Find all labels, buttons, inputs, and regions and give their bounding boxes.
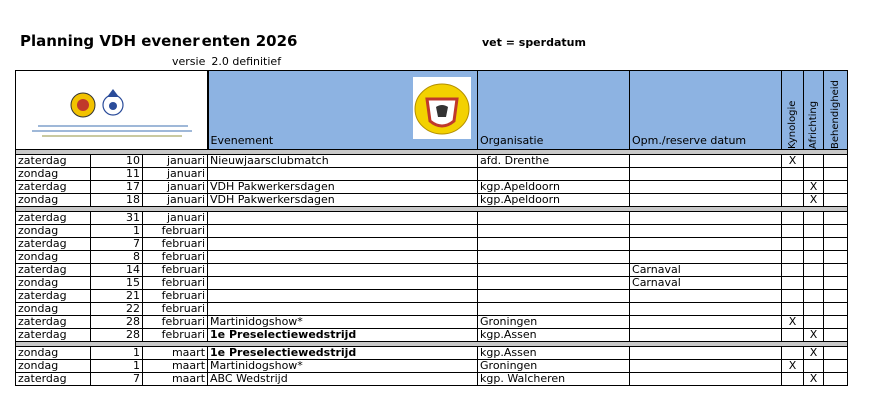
cell-opm <box>630 212 782 225</box>
cell-event: Nieuwjaarsclubmatch <box>208 155 478 168</box>
cell-org: kgp.Apeldoorn <box>478 181 630 194</box>
cell-date: 17 <box>91 181 143 194</box>
cell-date: 1 <box>91 347 143 360</box>
table-row <box>16 347 848 360</box>
cell-opm <box>630 303 782 316</box>
cell-k <box>782 225 804 238</box>
cell-k <box>782 303 804 316</box>
cell-opm <box>630 181 782 194</box>
cell-day: zaterdag <box>16 290 91 303</box>
cell-day: zondag <box>16 277 91 290</box>
cell-b <box>824 373 848 386</box>
col-organisatie: Organisatie <box>478 71 630 150</box>
cell-event: 1e Preselectiewedstrijd <box>208 347 478 360</box>
col-opm: Opm./reserve datum <box>630 71 782 150</box>
table-row <box>16 181 848 194</box>
vdh-logo-banner <box>16 71 208 150</box>
cell-org <box>478 225 630 238</box>
title-part-2: enten 2026 <box>201 32 298 50</box>
cell-org: Groningen <box>478 316 630 329</box>
cell-b <box>824 181 848 194</box>
cell-a <box>804 155 824 168</box>
header-row <box>16 71 848 150</box>
cell-day: zaterdag <box>16 329 91 342</box>
cell-day: zaterdag <box>16 373 91 386</box>
table-row <box>16 329 848 342</box>
cell-day: zondag <box>16 347 91 360</box>
cell-org <box>478 277 630 290</box>
cell-k <box>782 290 804 303</box>
table-row <box>16 238 848 251</box>
cell-a: X <box>804 181 824 194</box>
cell-day: zaterdag <box>16 212 91 225</box>
cell-k <box>782 329 804 342</box>
cell-month: januari <box>143 194 208 207</box>
planning-table <box>15 70 848 386</box>
table-row <box>16 264 848 277</box>
cell-a <box>804 168 824 181</box>
cell-org <box>478 290 630 303</box>
cell-b <box>824 212 848 225</box>
cell-date: 28 <box>91 316 143 329</box>
cell-org: kgp.Assen <box>478 347 630 360</box>
cell-b <box>824 303 848 316</box>
cell-opm <box>630 290 782 303</box>
cell-k: X <box>782 155 804 168</box>
cell-b <box>824 347 848 360</box>
cell-a <box>804 277 824 290</box>
table-row <box>16 194 848 207</box>
cell-month: januari <box>143 168 208 181</box>
cell-event: ABC Wedstrijd <box>208 373 478 386</box>
col-evenement <box>208 71 478 150</box>
table-row <box>16 290 848 303</box>
cell-k <box>782 373 804 386</box>
cell-date: 28 <box>91 329 143 342</box>
cell-month: februari <box>143 251 208 264</box>
cell-month: februari <box>143 329 208 342</box>
cell-b <box>824 264 848 277</box>
cell-month: februari <box>143 290 208 303</box>
col-africhting <box>804 71 824 150</box>
cell-day: zaterdag <box>16 181 91 194</box>
cell-day: zaterdag <box>16 316 91 329</box>
cell-day: zondag <box>16 225 91 238</box>
cell-date: 11 <box>91 168 143 181</box>
cell-org <box>478 168 630 181</box>
cell-month: februari <box>143 225 208 238</box>
table-row <box>16 225 848 238</box>
cell-a <box>804 238 824 251</box>
cell-k <box>782 347 804 360</box>
cell-b <box>824 168 848 181</box>
cell-b <box>824 316 848 329</box>
cell-day: zondag <box>16 251 91 264</box>
cell-b <box>824 290 848 303</box>
table-row <box>16 277 848 290</box>
cell-month: februari <box>143 277 208 290</box>
cell-k <box>782 194 804 207</box>
col-africhting-label: Africhting <box>807 100 819 149</box>
cell-a: X <box>804 329 824 342</box>
cell-a <box>804 290 824 303</box>
cell-opm: Carnaval <box>630 264 782 277</box>
cell-month: februari <box>143 264 208 277</box>
cell-org: afd. Drenthe <box>478 155 630 168</box>
cell-a <box>804 251 824 264</box>
legend-text: vet = sperdatum <box>482 36 586 49</box>
col-behendigheid <box>824 71 848 150</box>
cell-event: 1e Preselectiewedstrijd <box>208 329 478 342</box>
cell-org: kgp.Apeldoorn <box>478 194 630 207</box>
cell-event <box>208 238 478 251</box>
cell-opm <box>630 329 782 342</box>
cell-event: VDH Pakwerkersdagen <box>208 181 478 194</box>
table-row <box>16 155 848 168</box>
cell-a <box>804 212 824 225</box>
cell-org <box>478 303 630 316</box>
cell-date: 18 <box>91 194 143 207</box>
cell-event <box>208 225 478 238</box>
table-row <box>16 212 848 225</box>
cell-day: zondag <box>16 194 91 207</box>
crest-logo-icon <box>18 75 204 147</box>
cell-opm <box>630 373 782 386</box>
cell-month: februari <box>143 316 208 329</box>
cell-event <box>208 264 478 277</box>
col-evenement-label: Evenement <box>210 134 274 147</box>
cell-opm <box>630 225 782 238</box>
cell-date: 14 <box>91 264 143 277</box>
cell-event: Martinidogshow* <box>208 316 478 329</box>
cell-k <box>782 212 804 225</box>
cell-opm <box>630 155 782 168</box>
cell-a: X <box>804 373 824 386</box>
cell-day: zaterdag <box>16 264 91 277</box>
cell-b <box>824 155 848 168</box>
page-title <box>20 32 297 50</box>
cell-month: maart <box>143 347 208 360</box>
vdh-jubilee-badge-icon <box>413 77 471 139</box>
cell-event: VDH Pakwerkersdagen <box>208 194 478 207</box>
table-row <box>16 303 848 316</box>
cell-opm <box>630 347 782 360</box>
table-row <box>16 360 848 373</box>
col-kynologie-label: Kynologie <box>786 100 798 149</box>
cell-date: 15 <box>91 277 143 290</box>
cell-event <box>208 277 478 290</box>
cell-org: Groningen <box>478 360 630 373</box>
col-behendigheid-label: Behendigheid <box>829 80 841 149</box>
cell-opm: Carnaval <box>630 277 782 290</box>
cell-k <box>782 181 804 194</box>
cell-k <box>782 277 804 290</box>
cell-day: zondag <box>16 303 91 316</box>
title-part-1: Planning VDH evener <box>20 32 200 50</box>
cell-b <box>824 194 848 207</box>
cell-event: Martinidogshow* <box>208 360 478 373</box>
cell-date: 21 <box>91 290 143 303</box>
cell-b <box>824 277 848 290</box>
cell-day: zaterdag <box>16 238 91 251</box>
cell-b <box>824 238 848 251</box>
cell-opm <box>630 238 782 251</box>
cell-opm <box>630 168 782 181</box>
cell-date: 1 <box>91 360 143 373</box>
table-row <box>16 168 848 181</box>
cell-date: 7 <box>91 238 143 251</box>
cell-date: 31 <box>91 212 143 225</box>
cell-date: 7 <box>91 373 143 386</box>
cell-b <box>824 225 848 238</box>
cell-event <box>208 290 478 303</box>
cell-opm <box>630 251 782 264</box>
col-kynologie <box>782 71 804 150</box>
cell-date: 1 <box>91 225 143 238</box>
cell-month: februari <box>143 303 208 316</box>
cell-day: zondag <box>16 168 91 181</box>
cell-org <box>478 251 630 264</box>
cell-org: kgp. Walcheren <box>478 373 630 386</box>
cell-event <box>208 251 478 264</box>
cell-day: zondag <box>16 360 91 373</box>
cell-a <box>804 360 824 373</box>
cell-month: februari <box>143 238 208 251</box>
cell-opm <box>630 194 782 207</box>
cell-month: januari <box>143 212 208 225</box>
table-row <box>16 316 848 329</box>
cell-org <box>478 212 630 225</box>
cell-date: 8 <box>91 251 143 264</box>
cell-b <box>824 251 848 264</box>
cell-opm <box>630 316 782 329</box>
cell-month: maart <box>143 360 208 373</box>
cell-org: kgp.Assen <box>478 329 630 342</box>
cell-a <box>804 264 824 277</box>
cell-a <box>804 303 824 316</box>
version-value: 2.0 definitief <box>211 55 282 68</box>
cell-k <box>782 238 804 251</box>
cell-event <box>208 212 478 225</box>
cell-a <box>804 316 824 329</box>
table-row <box>16 251 848 264</box>
cell-org <box>478 264 630 277</box>
table-row <box>16 373 848 386</box>
cell-k <box>782 168 804 181</box>
cell-opm <box>630 360 782 373</box>
cell-a: X <box>804 194 824 207</box>
cell-date: 22 <box>91 303 143 316</box>
version-label: versie <box>172 55 206 68</box>
cell-k <box>782 264 804 277</box>
cell-b <box>824 360 848 373</box>
cell-org <box>478 238 630 251</box>
cell-k: X <box>782 316 804 329</box>
cell-month: januari <box>143 155 208 168</box>
cell-month: maart <box>143 373 208 386</box>
cell-a <box>804 225 824 238</box>
cell-event <box>208 168 478 181</box>
cell-k <box>782 251 804 264</box>
version-line <box>172 55 287 68</box>
cell-day: zaterdag <box>16 155 91 168</box>
cell-b <box>824 329 848 342</box>
cell-month: januari <box>143 181 208 194</box>
cell-k: X <box>782 360 804 373</box>
cell-a: X <box>804 347 824 360</box>
cell-event <box>208 303 478 316</box>
cell-date: 10 <box>91 155 143 168</box>
